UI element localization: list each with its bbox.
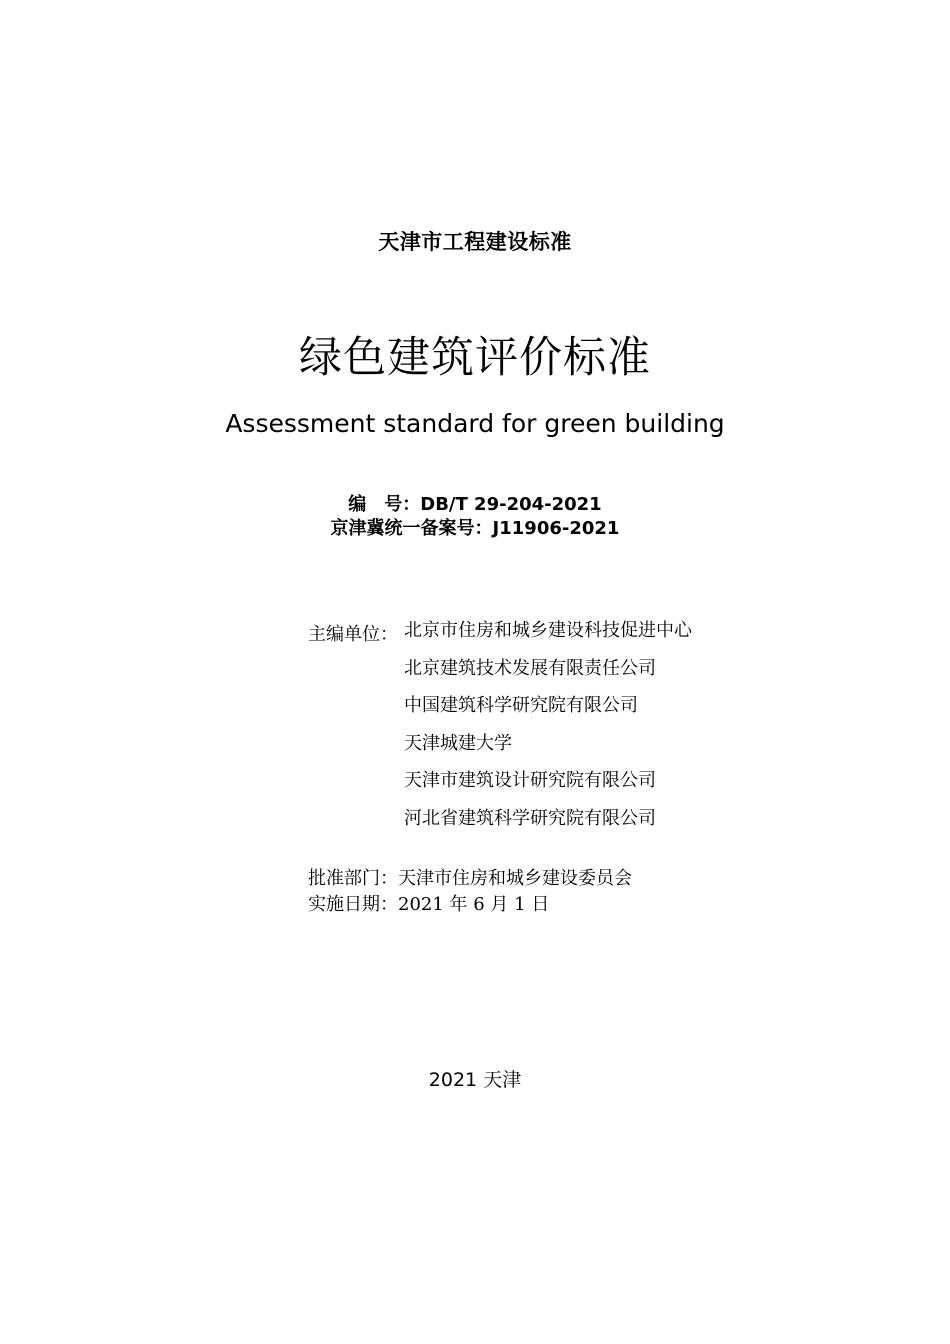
approval-label: 批准部门： (308, 868, 398, 889)
document-title: 绿色建筑评价标准 (299, 333, 651, 383)
standard-number-label: 编 号： (348, 494, 421, 515)
footer-year-place: 2021 天津 (428, 1069, 522, 1091)
document-subtitle-en: Assessment standard for green building (225, 409, 725, 438)
record-number-line (0, 514, 950, 540)
list-item: 中国建筑科学研究院有限公司 (404, 695, 638, 716)
editor-units-label: 主编单位： (308, 624, 398, 645)
implementation-line (308, 890, 549, 916)
list-item: 河北省建筑科学研究院有限公司 (404, 807, 656, 829)
standard-series: 天津市工程建设标准 (378, 230, 572, 254)
editor-units-list (404, 620, 692, 845)
list-item: 北京建筑技术发展有限责任公司 (404, 657, 656, 679)
list-item: 天津市建筑设计研究院有限公司 (404, 770, 656, 791)
standard-number-line (0, 490, 950, 516)
standard-number-value: DB/T 29-204-2021 (420, 494, 602, 515)
record-number-value: J11906-2021 (492, 518, 620, 539)
approval-value: 天津市住房和城乡建设委员会 (398, 868, 632, 889)
list-item: 天津城建大学 (404, 732, 512, 754)
list-item: 北京市住房和城乡建设科技促进中心 (404, 620, 692, 641)
approval-line (308, 864, 632, 890)
implementation-label: 实施日期： (308, 894, 398, 915)
implementation-value: 2021 年 6 月 1 日 (398, 894, 550, 915)
record-number-label: 京津冀统一备案号： (330, 518, 493, 539)
